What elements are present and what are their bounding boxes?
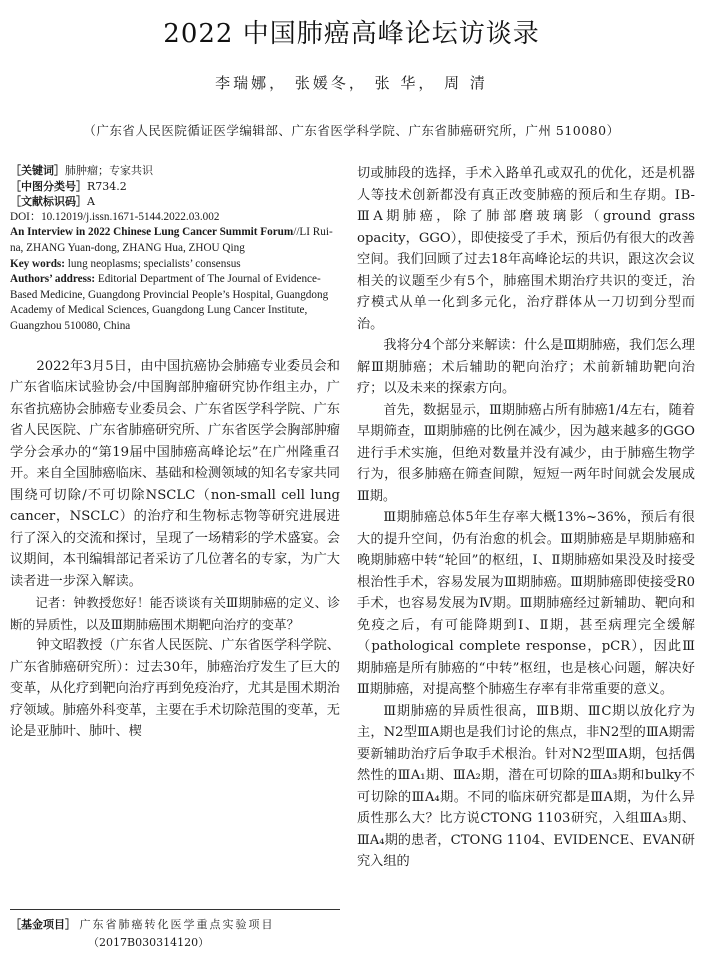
keywords-row: [10, 163, 340, 179]
body-paragraph: Ⅲ期肺癌总体5年生存率大概13%~36%，预后有很大的提升空间，仍有治愈的机会。Ⅲ期肺癌是早期肺癌和晚期肺癌中转“轮回”的枢纽，Ⅰ、Ⅱ期肺癌如果没及时接受根治性手术，容易发展为Ⅲ期肺癌。Ⅲ期肺癌即使接受R0手术，也容易发展为Ⅳ期。Ⅲ期肺癌经过新辅助、靶向和免疫之后，有可能降期到Ⅰ、Ⅱ期，甚至病理完全缓解（pathological complete response，pCR），因此Ⅲ期肺癌是所有肺癌的“中转”枢纽，也是核心问题，解决好Ⅲ期肺癌，对提高整个肺癌生存率有非常重要的意义。: [357, 510, 695, 697]
interview-question: 记者：钟教授您好！能否谈谈有关Ⅲ期肺癌的定义、诊断的异质性，以及Ⅲ期肺癌围术期靶向治疗的变革？: [10, 595, 340, 632]
affiliation: （广东省人民医院循证医学编辑部、广东省医学科学院、广东省肺癌研究所，广州 510080）: [83, 123, 620, 138]
english-address-value: Editorial Department of The Journal of Evidence-Based Medicine, Guangdong Provincial People’s Hospital, Guangdong Academy of Medical Sciences, Guangdong Lung Cancer Institute, Guangzhou 510080, China: [10, 273, 329, 332]
body-paragraph: 我将分4个部分来解读：什么是Ⅲ期肺癌，我们怎么理解Ⅲ期肺癌；术后辅助的靶向治疗；术前新辅助靶向治疗；以及未来的探索方向。: [357, 338, 695, 396]
doc-code-value: A: [87, 195, 95, 209]
body-paragraph: 首先，数据显示，Ⅲ期肺癌占所有肺癌1/4左右，随着早期筛查，Ⅲ期肺癌的比例在减少，因为越来越多的GGO进行手术实施，但绝对数量并没有减少，由于肺癌生物学行为，很多肺癌在筛查间隙，短短一两年时间就会发展成Ⅲ期。: [357, 402, 695, 504]
funding-label: ［基金项目］: [10, 918, 76, 931]
english-keywords-value: lung neoplasms; specialists’ consensus: [65, 257, 241, 270]
doc-code-row: [10, 194, 340, 210]
body-paragraph: 切或肺段的选择，手术入路单孔或双孔的优化，还是机器人等技术创新都没有真正改变肺癌的预后和生存期。ⅠB-ⅢA期肺癌，除了肺部磨玻璃影（ground grass opacity，GGO），即使接受了手术，预后仍有很大的改善空间。我们回顾了过去18年高峰论坛的共识，跟这次会议相关的议题至少有5个，肺癌围术期治疗共识的变迁，治疗模式从单一化到多元化，治疗群体从一刀切到分型而治。: [357, 166, 695, 332]
english-keywords-label: Key words:: [10, 257, 65, 270]
english-authors: //LI Rui-na, ZHANG Yuan-dong, ZHANG Hua, ZHOU Qing: [10, 226, 333, 254]
funding-number: （2017B030314120）: [88, 936, 210, 949]
body-paragraph: Ⅲ期肺癌的异质性很高，ⅢB期、ⅢC期以放化疗为主，N2型ⅢA期也是我们讨论的焦点，非N2型的ⅢA期需要新辅助治疗后争取手术根治。针对N2型ⅢA期，包括偶然性的ⅢA₁期、ⅢA₂期，潜在可切除的ⅢA₃期和bulky不可切除的ⅢA₄期。不同的临床研究都是ⅢA期，为什么异质性那么大？比方说CTONG 1103研究，入组ⅢA₃期、ⅢA₄期的患者，CTONG 1104、EVIDENCE、EVAN研究入组的: [357, 703, 695, 869]
keywords-value: 肺肿瘤；专家共识: [65, 164, 153, 177]
funding-note: [10, 909, 340, 952]
intro-paragraph: 2022年3月5日，由中国抗癌协会肺癌专业委员会和广东省临床试验协会/中国胸部肿瘤研究协作组主办，广东省抗癌协会肺癌专业委员会、广东省医学科学院、广东省人民医院、广东省肺癌研究所、广东省医学会胸部肿瘤学分会承办的“第19届中国肺癌高峰论坛”在广州隆重召开。来自全国肺癌临床、基础和检测领域的知名专家共同围绕可切除/不可切除NSCLC（non-small cell lung cancer，NSCLC）的治疗和生物标志物等研究进展进行了深入的交流和探讨，呈现了一场精彩的学术盛宴。会议期间，本刊编辑部记者采访了几位著名的专家，为广大读者进一步深入解读。: [10, 358, 340, 589]
english-address-label: Authors’ address:: [10, 273, 96, 286]
funding-value: 广东省肺癌转化医学重点实验项目: [79, 918, 275, 931]
english-address: [10, 272, 340, 334]
answer-paragraph: 钟文昭教授（广东省人民医院、广东省医学科学院、广东省肺癌研究所）：过去30年，肺癌治疗发生了巨大的变革，从化疗到靶向治疗再到免疫治疗，尤其是围术期治疗领域。肺癌外科变革，主要在手术切除范围的变革，无论是亚肺叶、肺叶、楔: [10, 638, 340, 740]
clc-label: ［中图分类号］: [10, 179, 87, 193]
english-title: An Interview in 2022 Chinese Lung Cancer Summit Forum: [10, 226, 294, 239]
keywords-label: ［关键词］: [10, 164, 65, 177]
clc-value: R734.2: [87, 179, 127, 193]
article-metadata: [10, 163, 340, 335]
author-list: 李瑞娜， 张媛冬， 张 华， 周 清: [215, 74, 488, 92]
right-column: [357, 163, 695, 873]
doc-code-label: ［文献标识码］: [10, 195, 87, 209]
article-title: 2022 中国肺癌高峰论坛访谈录: [163, 19, 540, 49]
left-column: [10, 163, 340, 743]
english-keywords: [10, 257, 340, 273]
doi: DOI：10.12019/j.issn.1671-5144.2022.03.002: [10, 210, 220, 223]
clc-row: [10, 179, 340, 195]
english-title-block: [10, 225, 340, 256]
